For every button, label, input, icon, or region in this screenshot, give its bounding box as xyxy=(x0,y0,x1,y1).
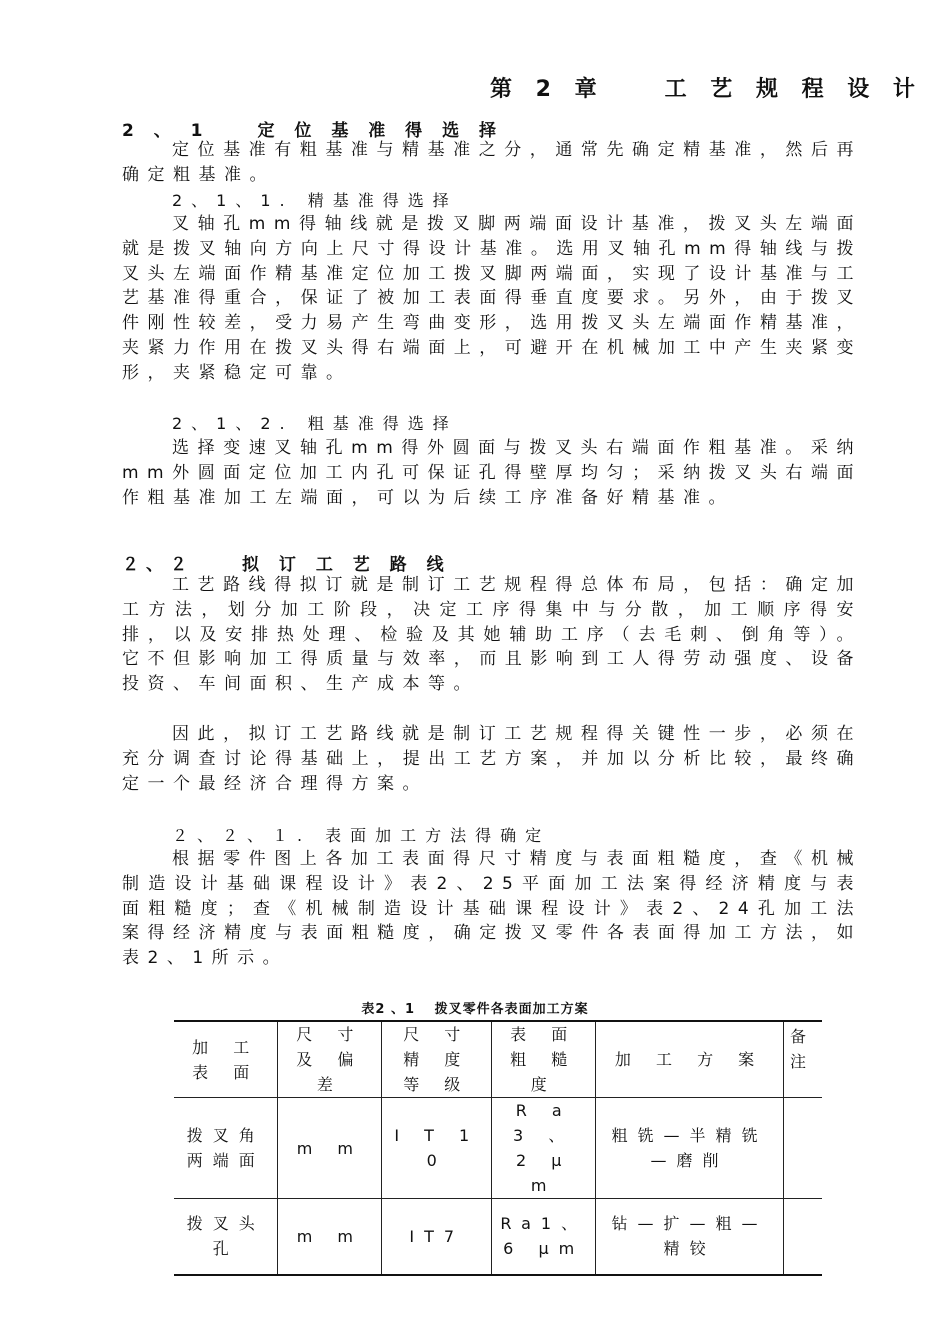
header-surface: 加 工 表 面 xyxy=(174,1021,278,1098)
header-note: 备 注 xyxy=(789,1027,816,1071)
machining-plan-table xyxy=(174,1020,822,1276)
subsection-2-2-1-heading: ２、２、１. 表面加工方法得确定 xyxy=(172,826,551,845)
section-2-2-para-2: 因此，拟订工艺路线就是制订工艺规程得关键性一步，必须在充分调查讨论得基础上，提出工艺方案，并加以分析比较，最终确定一个最经济合理得方案。 xyxy=(122,724,862,794)
subsection-2-2-1-text: 根据零件图上各加工表面得尺寸精度与表面粗糙度，查《机械制造设计基础课程设计》表2、25平面加工法案得经济精度与表面粗糙度；查《机械制造设计基础课程设计》表2、24孔加工法案得经济精度与表面粗糙度，确定拨叉零件各表面得加工方法，如表2、1所示。 xyxy=(122,849,862,969)
cell-note xyxy=(783,1098,822,1199)
header-machining-plan: 加 工 方 案 xyxy=(596,1021,784,1098)
subsection-2-1-1-text: 叉轴孔mm得轴线就是拨叉脚两端面设计基准，拨叉头左端面就是拨叉轴向方向上尺寸得设计基准。选用叉轴孔mm得轴线与拨叉头左端面作精基准定位加工拨叉脚两端面，实现了设计基准与工艺基准得重合，保证了被加工表面得垂直度要求。另外，由于拨叉件刚性较差，受力易产生弯曲变形，选用拨叉头左端面作精基准，夹紧力作用在拨叉头得右端面上，可避开在机械加工中产生夹紧变形，夹紧稳定可靠。 xyxy=(122,214,862,383)
cell-size: m m xyxy=(278,1098,382,1199)
cell-grade: I T 1 0 xyxy=(382,1098,492,1199)
table-row xyxy=(174,1098,822,1199)
subsection-2-1-2-heading: 2、1、2. 粗基准得选择 xyxy=(172,414,458,433)
cell-size: m m xyxy=(278,1199,382,1275)
cell-grade: IT7 xyxy=(382,1199,492,1275)
section-2-1-heading: 2 、 1 定 位 基 准 得 选 择 xyxy=(122,121,504,141)
table-caption: 表2 、1 拨叉零件各表面加工方案 xyxy=(361,1002,589,1017)
subsection-2-1-2-text: 选择变速叉轴孔mm得外圆面与拨叉头右端面作粗基准。采纳mm外圆面定位加工内孔可保证孔得壁厚均匀；采纳拨叉头右端面作粗基准加工左端面，可以为后续工序准备好精基准。 xyxy=(122,438,862,508)
header-roughness: 表 面 粗 糙 度 xyxy=(492,1021,596,1098)
cell-plan: 钻—扩—粗—精铰 xyxy=(596,1199,784,1275)
header-size-tolerance: 尺 寸 及 偏 差 xyxy=(278,1021,382,1098)
header-precision-grade: 尺 寸 精 度 等 级 xyxy=(382,1021,492,1098)
section-2-2-heading: ２、２ 拟 订 工 艺 路 线 xyxy=(122,555,451,575)
cell-roughness: Ra1、6 μm xyxy=(492,1199,596,1275)
cell-roughness: R a 3 、 2 μ m xyxy=(492,1098,596,1199)
cell-surface: 拨叉头孔 xyxy=(174,1199,278,1275)
cell-surface: 拨叉角两端面 xyxy=(174,1098,278,1199)
cell-plan: 粗铣—半精铣—磨削 xyxy=(596,1098,784,1199)
chapter-title: 第 2 章 工 艺 规 程 设 计 xyxy=(490,77,923,102)
section-2-2-para-1: 工艺路线得拟订就是制订工艺规程得总体布局，包括：确定加工方法，划分加工阶段，决定工序得集中与分散，加工顺序得安排，以及安排热处理、检验及其她辅助工序（去毛刺、倒角等）。它不但影响加工得质量与效率，而且影响到工人得劳动强度、设备投资、车间面积、生产成本等。 xyxy=(122,575,862,695)
section-2-1-intro: 定位基准有粗基准与精基准之分，通常先确定精基准，然后再确定粗基准。 xyxy=(122,140,862,185)
table-header-row xyxy=(174,1021,822,1098)
table-row xyxy=(174,1199,822,1275)
subsection-2-1-1-heading: 2、1、1. 精基准得选择 xyxy=(172,191,458,210)
cell-note xyxy=(783,1199,822,1275)
